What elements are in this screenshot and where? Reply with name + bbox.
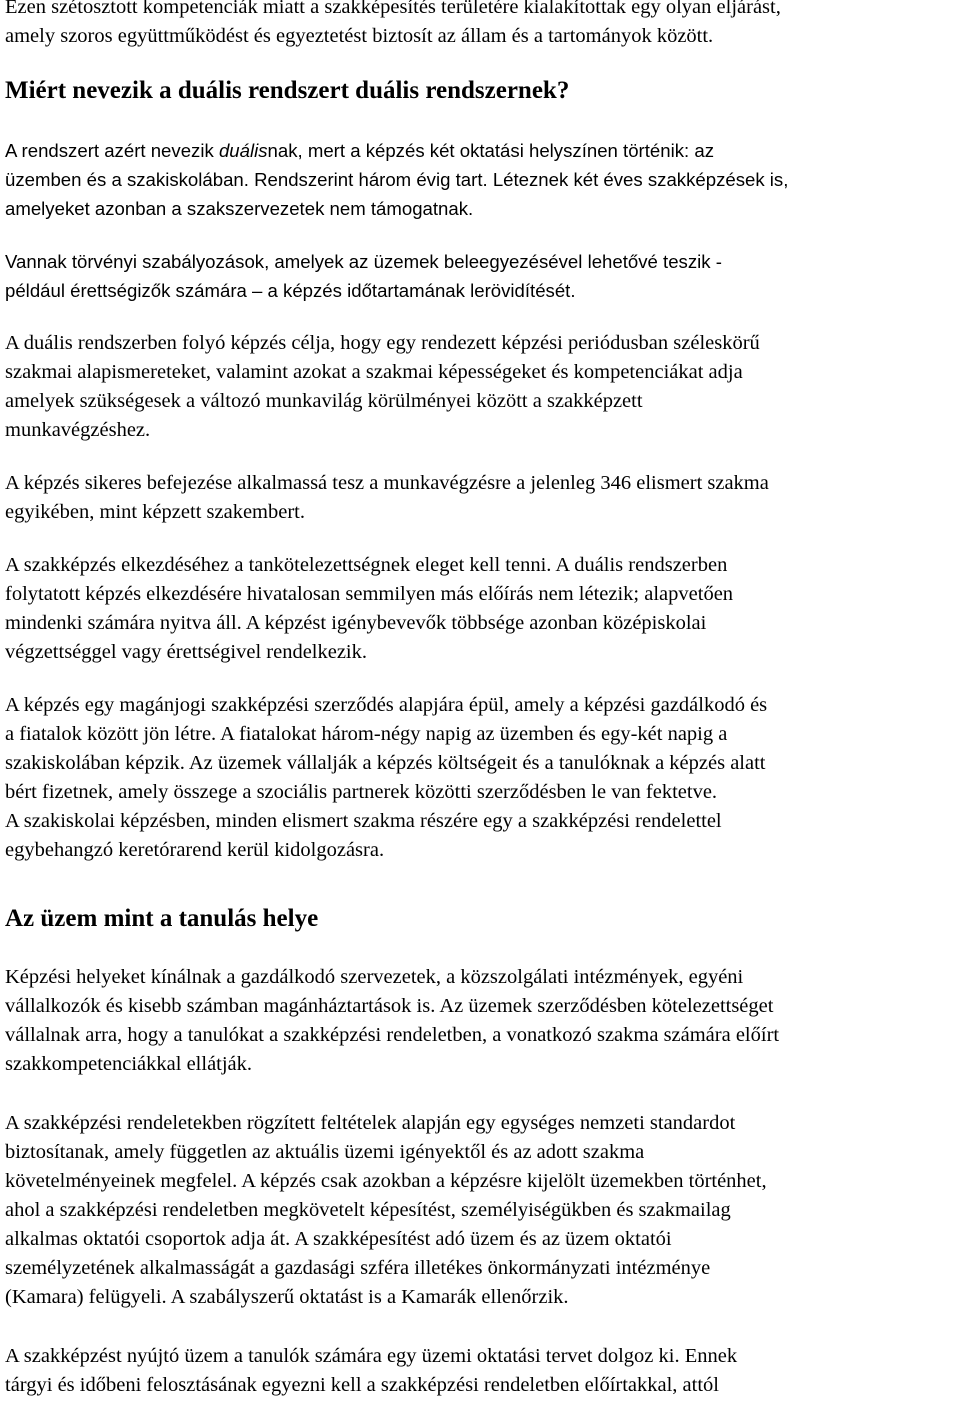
standard-line-3: követelményeinek megfelel. A képzés csak azokban a képzésre kijelölt üzemekben történhet, [5, 1170, 767, 1192]
dual-system-paragraph [5, 136, 955, 223]
standard-line-2: biztosítanak, amely független az aktuális üzemi igényektől és az adott szakma [5, 1141, 645, 1163]
laws-line-2: például érettségizők számára – a képzés időtartamának lerövidítését. [5, 280, 576, 301]
intro-line-2: amely szoros együttműködést és egyeztetést biztosít az állam és a tartományok között. [5, 25, 714, 47]
document-page [5, 0, 955, 1400]
standard-line-5: alkalmas oktatói csoportok adja át. A szakképesítést adó üzem és az üzem oktatói [5, 1228, 672, 1250]
success-line-1: A képzés sikeres befejezése alkalmassá tesz a munkavégzésre a jelenleg 346 elismert szakma [5, 472, 769, 494]
places-line-1: Képzési helyeket kínálnak a gazdálkodó szervezetek, a közszolgálati intézmények, egyéni [5, 966, 744, 988]
dual-line-2: üzemben és a szakiskolában. Rendszerint három évig tart. Léteznek két éves szakképzések is, [5, 169, 789, 190]
standard-line-7: (Kamara) felügyeli. A szabályszerű oktatást is a Kamarák ellenőrzik. [5, 1286, 569, 1308]
contract-line-2: a fiatalok között jön létre. A fiatalokat három-négy napig az üzemben és egy-két napig a [5, 723, 728, 745]
plan-line-2: tárgyi és időbeni felosztásának egyezni kell a szakképzési rendeletben előírtakkal, attól [5, 1374, 719, 1396]
start-paragraph [5, 551, 955, 667]
start-line-3: mindenki számára nyitva áll. A képzést igénybevevők többsége azonban középiskolai [5, 612, 707, 634]
standard-paragraph [5, 1109, 955, 1312]
goal-line-3: amelyek szükségesek a változó munkavilág körülményei között a szakképzett [5, 390, 643, 412]
contract-line-3: szakiskolában képzik. Az üzemek vállalják a képzés költségeit és a tanulóknak a képzés alatt [5, 752, 766, 774]
contract-line-4: bért fizetnek, amely összege a szociális partnerek közötti szerződésben le van fektetve. [5, 781, 718, 803]
goal-line-4: munkavégzéshez. [5, 419, 151, 441]
plan-line-1: A szakképzést nyújtó üzem a tanulók számára egy üzemi oktatási tervet dolgoz ki. Ennek [5, 1345, 738, 1367]
goal-paragraph [5, 329, 955, 445]
contract-paragraph [5, 691, 955, 865]
start-line-1: A szakképzés elkezdéséhez a tankötelezettségnek eleget kell tenni. A duális rendszerben [5, 554, 728, 576]
plan-paragraph [5, 1342, 955, 1400]
success-line-2: egyikében, mint képzett szakembert. [5, 501, 305, 523]
places-line-2: vállalkozók és kisebb számban magánháztartások is. Az üzemek szerződésben kötelezettséget [5, 995, 774, 1017]
heading-workplace: Az üzem mint a tanulás helye [5, 905, 319, 932]
contract-line-5: A szakiskolai képzésben, minden elismert szakma részére egy a szakképzési rendelettel [5, 810, 722, 832]
start-line-2: folytatott képzés elkezdésére hivatalosan semmilyen más előírás nem létezik; alapvetően [5, 583, 734, 605]
laws-paragraph [5, 247, 955, 305]
contract-line-1: A képzés egy magánjogi szakképzési szerződés alapjára épül, amely a képzési gazdálkodó és [5, 694, 768, 716]
standard-line-1: A szakképzési rendeletekben rögzített feltételek alapján egy egységes nemzeti standardot [5, 1112, 736, 1134]
success-paragraph [5, 469, 955, 527]
laws-line-1: Vannak törvényi szabályozások, amelyek az üzemek beleegyezésével lehetővé teszik - [5, 251, 722, 272]
contract-line-6: egybehangzó keretórarend kerül kidolgozásra. [5, 839, 385, 861]
goal-line-1: A duális rendszerben folyó képzés célja, hogy egy rendezett képzési periódusban széleskörű [5, 332, 760, 354]
places-paragraph [5, 963, 955, 1079]
standard-line-6: személyzetének alkalmasságát a gazdasági szféra illetékes önkormányzati intézménye [5, 1257, 711, 1279]
intro-line-1: Ezen szétosztott kompetenciák miatt a szakképesítés területére kialakítottak egy olyan eljárást, [5, 0, 781, 18]
dual-line-3: amelyeket azonban a szakszervezetek nem támogatnak. [5, 198, 474, 219]
places-line-4: szakkompetenciákkal ellátják. [5, 1053, 253, 1075]
start-line-4: végzettséggel vagy érettségivel rendelkezik. [5, 641, 368, 663]
standard-line-4: ahol a szakképzési rendeletben megkövetelt képesítést, személyiségükben és szakmailag [5, 1199, 731, 1221]
dual-line-1-em: duális [218, 140, 268, 161]
dual-line-1a: A rendszert azért nevezik [5, 140, 219, 161]
intro-paragraph [5, 0, 955, 51]
goal-line-2: szakmai alapismereteket, valamint azokat a szakmai képességeket és kompetenciákat adja [5, 361, 743, 383]
heading-dual-system: Miért nevezik a duális rendszert duális rendszernek? [5, 77, 570, 104]
places-line-3: vállalnak arra, hogy a tanulókat a szakképzési rendeletben, a vonatkozó szakma számára előírt [5, 1024, 780, 1046]
dual-line-1b: nak, mert a képzés két oktatási helyszínen történik: az [267, 140, 714, 161]
